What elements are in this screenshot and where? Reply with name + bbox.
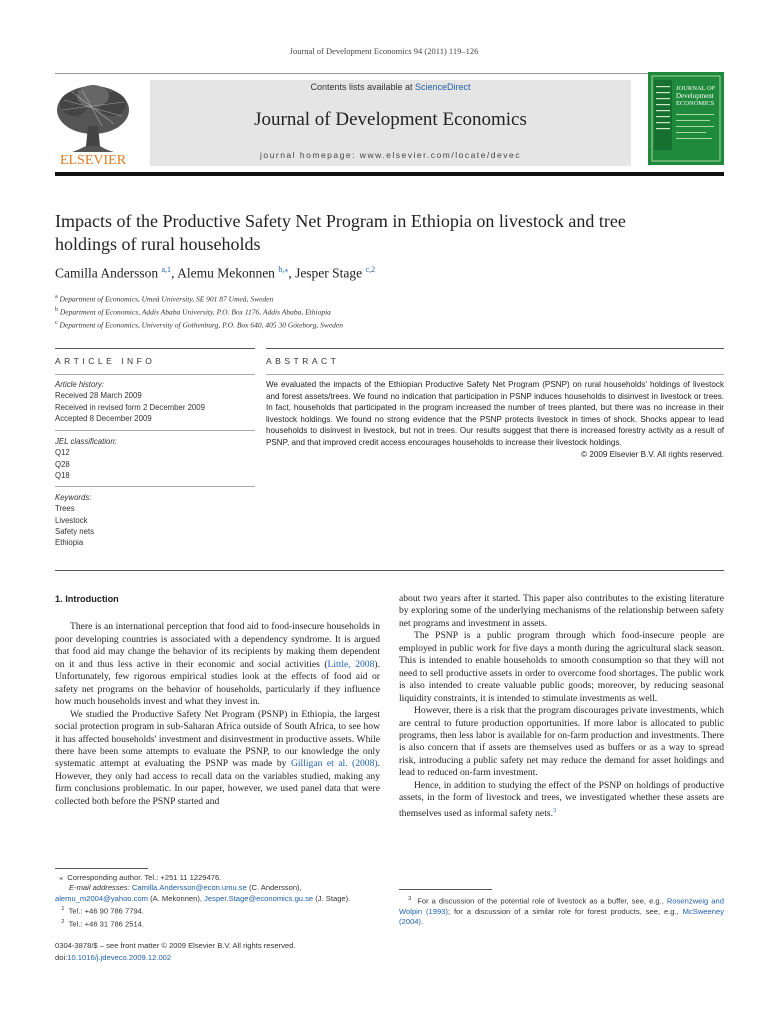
journal-cover-image xyxy=(648,72,724,165)
article-info-top-rule xyxy=(55,348,255,349)
keyword: Trees xyxy=(55,504,75,514)
abstract-top-rule xyxy=(266,348,724,349)
jel-code: Q12 xyxy=(55,448,70,458)
history-received: Received 28 March 2009 xyxy=(55,391,142,401)
tel-note-2: $^2$ Tel.: +46 31 786 2514. xyxy=(61,919,145,929)
jel-classification xyxy=(55,436,255,481)
footnote-3: $^3$ For a discussion of the potential role of livestock as a buffer, see, e.g., Rosenzweig and Wolpin (1993); for a discussion of a similar role for forest products, see, e.g., McSweeney (2004). xyxy=(399,896,725,927)
citation-link[interactable]: Rosenzweig and Wolpin (1993) xyxy=(399,896,724,916)
footnote-rule-right xyxy=(399,889,492,890)
contents-line xyxy=(150,82,631,92)
affiliation-item: $^c$ Department of Economics, University of Gothenburg, P.O. Box 640, 405 30 Göteborg, Sweden xyxy=(55,320,343,330)
footnotes-left: ⁎ Corresponding author. Tel.: +251 11 1229476. E-mail addresses: Camilla.Andersson@econ.umu.se (C. Andersson), alemu_m2004@yahoo.com (A. Mekonnen), Jesper.Stage@economics.gu.se (J. Stage). $^1$ Tel.: +46 90 786 7794. $^2$ Tel.: +46 31 786 2514. xyxy=(55,873,380,930)
keywords-label: Keywords: xyxy=(55,493,92,502)
abstract-heading: ABSTRACT xyxy=(266,356,340,366)
email-link[interactable]: alemu_m2004@yahoo.com xyxy=(55,893,148,903)
intro-paragraph-3: about two years after it started. This paper also contributes to the existing literature by exploring some of the underlying mechanisms of the relationship between safety net programs and investment in assets. xyxy=(399,593,724,629)
corresponding-author-note: ⁎ Corresponding author. Tel.: +251 11 1229476. xyxy=(59,873,222,882)
jel-code: Q18 xyxy=(55,470,70,480)
doi-link[interactable]: 10.1016/j.jdeveco.2009.12.002 xyxy=(67,952,172,962)
right-column xyxy=(399,593,724,820)
affiliation-item: $^a$ Department of Economics, Umeå University, SE 901 87 Umeå, Sweden xyxy=(55,294,274,304)
header-bottom-rule xyxy=(55,172,724,176)
abstract-body xyxy=(266,379,724,460)
author-marks[interactable]: a,1 xyxy=(161,265,172,274)
front-matter-footer xyxy=(55,940,295,963)
journal-cover-thumbnail[interactable] xyxy=(648,72,724,165)
intro-paragraph-2: We studied the Productive Safety Net Program (PSNP) in Ethiopia, the largest social protection program in sub-Saharan Africa outside of South Africa, to see how it has affected households' investment and disinvestment in productive assets. While there have been some attempts to evaluate the PSNP, to our knowledge the only systematic attempt at evaluating the PSNP was made by Gilligan et al. (2008). However, they only had access to recall data on the variables studied, making any firm conclusions problematic. In our paper, however, we used panel data that were collected both before the PSNP started and xyxy=(55,708,381,807)
email-link[interactable]: Camilla.Andersson@econ.umu.se xyxy=(131,883,247,893)
history-accepted: Accepted 8 December 2009 xyxy=(55,413,152,423)
intro-paragraph-4: The PSNP is a public program through which food-insecure people are employed in public work for five days a month during the agricultural slack season. This is intended to enable households to smooth consumption so that they will not need to sell productive assets in order to overcome food shortages. The public work is also intended to create valuable public goods; moreover, by reducing seasonal liquidity constraints, it is intended to stimulate investments as well. xyxy=(399,630,724,704)
email-addresses: E-mail addresses: Camilla.Andersson@econ.umu.se (C. Andersson), xyxy=(69,883,302,893)
author-list: Camilla Andersson $^{a,1}$, Alemu Mekonnen $^{b,⁎}$, Jesper Stage $^{c,2}$ xyxy=(55,265,376,281)
article-info-heading: ARTICLE INFO xyxy=(55,356,156,366)
sciencedirect-link[interactable]: ScienceDirect xyxy=(415,82,471,92)
footnote-ref[interactable]: 3 xyxy=(553,806,557,814)
abstract-text: We evaluated the impacts of the Ethiopian Productive Safety Net Program (PSNP) on rural households' holdings of livestock and forest assets/trees. We found no indication that participation in PSNP induces households to disinvest in livestock or trees. In fact, households that participated in the program increased the number of trees planted, but there was no increase in their livestock holdings. We found no strong evidence that the PSNP protects livestock in times of shock. Shocks appear to lead households to disinvest in livestock, but not in trees. Our results suggest that there is increased forestry activity as a result of PSNP, and that improved credit access encourages households to increase their livestock holdings. xyxy=(266,380,724,447)
elsevier-tree-icon xyxy=(52,80,134,166)
jel-rule xyxy=(55,486,255,487)
email-link[interactable]: Jesper.Stage@economics.gu.se xyxy=(204,893,314,903)
history-revised: Received in revised form 2 December 2009 xyxy=(55,402,205,412)
keywords xyxy=(55,492,255,548)
intro-paragraph-6: Hence, in addition to studying the effect of the PSNP on holdings of productive assets, in the form of livestock and trees, we investigated whether these assets are themselves used as informal safety nets.$^3$ xyxy=(399,779,724,819)
journal-name: Journal of Development Economics xyxy=(254,109,527,130)
front-matter-bottom-rule xyxy=(55,570,724,571)
history-rule xyxy=(55,430,255,431)
jel-label: JEL classification: xyxy=(55,437,117,446)
history-label: Article history: xyxy=(55,380,104,389)
cover-title-line-1: JOURNAL OF xyxy=(676,85,716,92)
article-info-rule xyxy=(55,374,255,375)
journal-citation: Journal of Development Economics 94 (2011) 119–126 xyxy=(289,46,479,56)
article-history xyxy=(55,379,255,424)
jel-code: Q28 xyxy=(55,459,70,469)
intro-paragraph-5: However, there is a risk that the program discourages private investments, which are central to future production opportunities. If more labor is allocated to public programs, then less labor is available for on-farm production and investments. There is also concern that if assets are themselves used as buffers or as a way to spread risk, introducing a public safety net may reduce the demand for asset holdings and lead to reduced on-farm investment. xyxy=(399,705,724,779)
tel-note-1: $^1$ Tel.: +46 90 786 7794. xyxy=(61,906,145,916)
footnote-rule-left xyxy=(55,868,148,869)
citation-link[interactable]: McSweeney (2004) xyxy=(399,906,725,927)
elsevier-logo[interactable] xyxy=(52,80,134,166)
citation-link[interactable]: Little, 2008 xyxy=(327,658,375,670)
author-marks[interactable]: c,2 xyxy=(365,265,376,274)
citation-link[interactable]: Gilligan et al. (2008) xyxy=(290,758,378,770)
intro-paragraph-1: There is an international perception that food aid to food-insecure households in poor developing countries is associated with a dependency syndrome. It is argued that food aid may change the behavior of its recipients by making them dependent on it and thus less active in their economic and social activities (Little, 2008). Unfortunately, few rigorous empirical studies look at the effects of food aid or safety net programs on the behavior of households, particularly if they influence how much households invest and what they invest in. xyxy=(55,621,380,708)
author-name[interactable]: Alemu Mekonnen xyxy=(177,265,275,281)
article-title: Impacts of the Productive Safety Net Program in Ethiopia on livestock and tree holdings of rural households xyxy=(55,211,626,254)
journal-homepage[interactable]: journal homepage: www.elsevier.com/locate/devec xyxy=(260,150,521,160)
affiliation-item: $^b$ Department of Economics, Addis Ababa University, P.O. Box 1176, Addis Ababa, Ethiopia xyxy=(55,307,331,317)
abstract-copyright: © 2009 Elsevier B.V. All rights reserved. xyxy=(581,449,724,459)
affiliations xyxy=(55,292,343,331)
author-name[interactable]: Jesper Stage xyxy=(295,265,363,281)
cover-title-line-3: ECONOMICS xyxy=(676,100,715,107)
doi-line: doi:10.1016/j.jdeveco.2009.12.002 xyxy=(55,952,172,962)
issn-line: 0304-3878/$ – see front matter © 2009 Elsevier B.V. All rights reserved. xyxy=(55,941,296,950)
introduction-heading: 1. Introduction xyxy=(55,594,119,604)
cover-title-line-2: Development xyxy=(676,92,714,100)
author-marks[interactable]: b,⁎ xyxy=(278,265,289,274)
left-column xyxy=(55,593,380,808)
keyword: Ethiopia xyxy=(55,538,84,548)
keyword: Safety nets xyxy=(55,526,95,536)
author-name[interactable]: Camilla Andersson xyxy=(55,265,159,281)
keyword: Livestock xyxy=(55,515,88,525)
elsevier-logo-text: ELSEVIER xyxy=(59,153,127,166)
abstract-rule xyxy=(266,374,724,375)
header-top-rule xyxy=(55,73,724,74)
contents-prefix: Contents lists available at xyxy=(310,82,416,92)
